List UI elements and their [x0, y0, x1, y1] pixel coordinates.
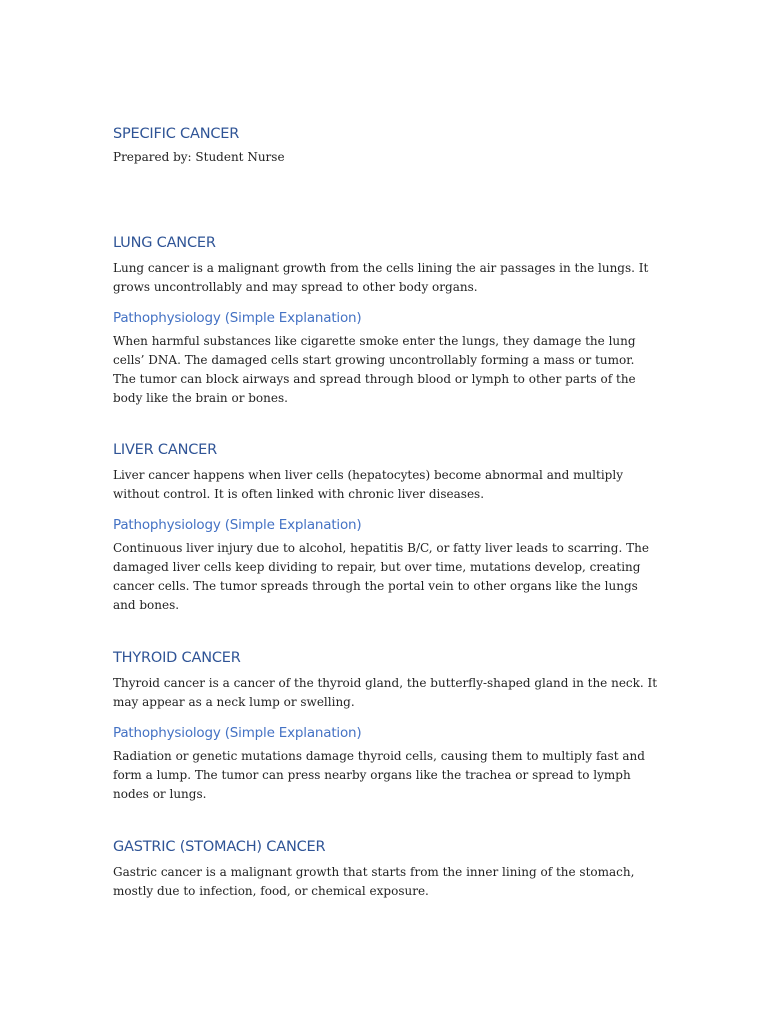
- section-heading: LUNG CANCER: [113, 235, 216, 251]
- section-heading: THYROID CANCER: [113, 650, 241, 666]
- section-subheading: Pathophysiology (Simple Explanation): [113, 724, 362, 741]
- section-intro: Liver cancer happens when liver cells (hepatocytes) become abnormal and multiply without control. It is often linked with chronic liver diseases.: [113, 468, 623, 502]
- section-gastric-cancer: [113, 837, 661, 902]
- section-subheading: Pathophysiology (Simple Explanation): [113, 309, 362, 326]
- section-subheading: Pathophysiology (Simple Explanation): [113, 516, 362, 533]
- section-intro: Thyroid cancer is a cancer of the thyroid gland, the butterfly-shaped gland in the neck. It may appear as a neck lump or swelling.: [113, 676, 658, 710]
- document-subtitle: Prepared by: Student Nurse: [113, 150, 285, 164]
- section-subtext: Continuous liver injury due to alcohol, hepatitis B/C, or fatty liver leads to scarring. The damaged liver cells keep dividing to repair, but over time, mutations develop, creating cancer cells. The tumor spreads through the portal vein to other organs like the lungs and bones.: [113, 540, 649, 613]
- section-subtext: Radiation or genetic mutations damage thyroid cells, causing them to multiply fast and form a lump. The tumor can press nearby organs like the trachea or spread to lymph nodes or lungs.: [113, 748, 645, 802]
- section-lung-cancer: [113, 233, 661, 409]
- section-liver-cancer: [113, 440, 661, 616]
- section-heading: LIVER CANCER: [113, 442, 217, 458]
- document-title: SPECIFIC CANCER: [113, 126, 240, 142]
- section-heading: GASTRIC (STOMACH) CANCER: [113, 839, 326, 855]
- section-thyroid-cancer: [113, 648, 661, 804]
- section-intro: Gastric cancer is a malignant growth that starts from the inner lining of the stomach, mostly due to infection, food, or chemical exposure.: [113, 865, 635, 899]
- section-subtext: When harmful substances like cigarette smoke enter the lungs, they damage the lung cells’ DNA. The damaged cells start growing uncontrollably forming a mass or tumor. The tumor can block airways and spread through blood or lymph to other parts of the body like the brain or bones.: [113, 333, 636, 406]
- section-intro: Lung cancer is a malignant growth from the cells lining the air passages in the lungs. It grows uncontrollably and may spread to other body organs.: [113, 261, 649, 295]
